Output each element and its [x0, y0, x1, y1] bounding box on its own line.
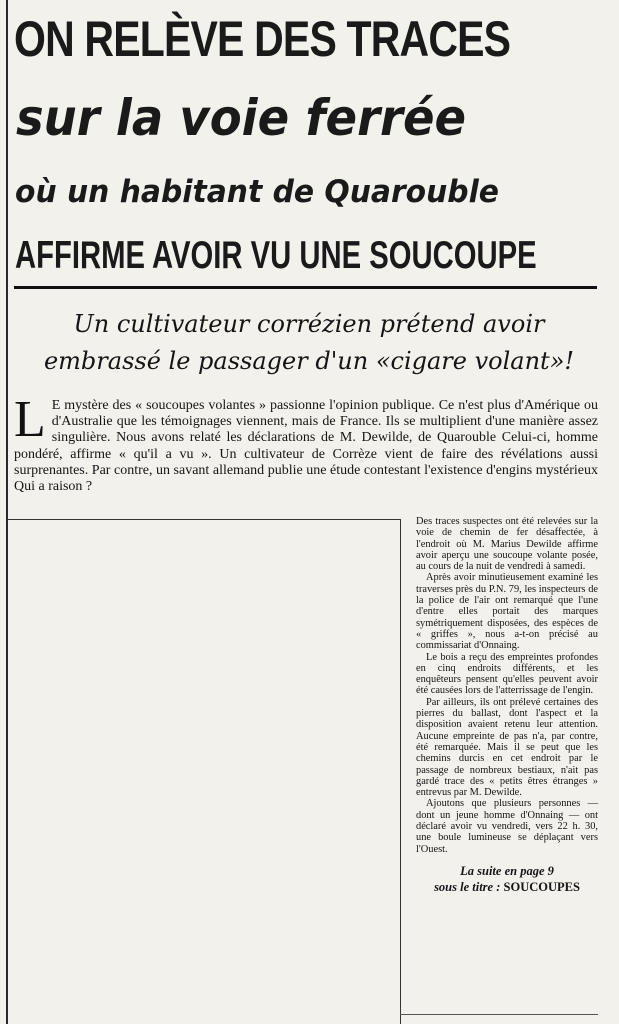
- section-divider: [8, 519, 400, 520]
- subheadline-line-2: embrassé le passager d'un «cigare volant»!: [43, 347, 575, 375]
- column-rule: [400, 519, 401, 1024]
- continuation-title: SOUCOUPES: [503, 879, 580, 894]
- subheadline: [20, 306, 598, 380]
- headline-line-1: ON RELÈVE DES TRACES: [14, 11, 511, 67]
- headline-line-2: sur la voie ferrée: [16, 89, 467, 147]
- column-paragraph-1: Des traces suspectes ont été relevées sur la voie de chemin de fer désaffectée, à l'endroit où M. Marius Dewilde affirme avoir aperçu une soucoupe volante posée, au cours de la nuit de vendredi à samedi.: [416, 516, 598, 573]
- column-paragraph-3: Le bois a reçu des empreintes profondes en cinq endroits différents, et les enquêteurs pensent qu'elles peuvent avoir été causées lors de l'atterrissage de l'engin.: [416, 651, 598, 697]
- continuation-note: [416, 863, 598, 895]
- left-column-rule: [6, 0, 8, 1024]
- continuation-page: La suite en page 9: [460, 863, 554, 878]
- column-paragraph-4: Par ailleurs, ils ont prélevé certaines des pierres du ballast, dont l'aspect et la disposition avaient retenu leur attention. Aucune empreinte de pas n'a, par contre, été remarquée. Mais il se peut que les chemins durcis en cet endroit par le passage de nombreux bestiaux, n'ait pas gardé trace des « petits êtres étranges » entrevus par M. Dewilde.: [416, 696, 598, 799]
- lead-text: E mystère des « soucoupes volantes » passionne l'opinion publique. Ce n'est plus d'Amérique ou d'Australie que les témoignages viennent, mais de France. Ils se multiplient d'une manière assez singulière. Nous avons relaté les déclarations de M. Dewilde, de Quarouble Celui-ci, homme pondéré, affirme « qu'il a vu ». Un cultivateur de Corrèze vient de faire des révélations aussi surprenantes. Par contre, un savant allemand publie une étude contestant l'existence d'engins mystérieux Qui a raison ?: [14, 398, 598, 495]
- headline-line-4: AFFIRME AVOIR VU UNE SOUCOUPE: [15, 234, 537, 277]
- drop-cap: L: [14, 391, 46, 448]
- column-paragraph-2: Après avoir minutieusement examiné les traverses près du P.N. 79, les inspecteurs de la police de l'air ont remarqué que l'une d'entre elles portait des marques symétriquement disposées, des espèces de « griffes », nous a-t-on précisé au commissariat d'Onnaing.: [416, 572, 598, 652]
- column-paragraph-5: Ajoutons que plusieurs personnes — dont un jeune homme d'Onnaing — ont déclaré avoir vu vendredi, vers 22 h. 30, une boule lumineuse se déplaçant vers l'Ouest.: [416, 798, 598, 855]
- continuation-title-prefix: sous le titre :: [434, 879, 501, 894]
- headline-line-3: où un habitant de Quarouble: [15, 174, 500, 210]
- article-column: [416, 516, 598, 895]
- subheadline-line-1: Un cultivateur corrézien prétend avoir: [73, 310, 545, 338]
- column-bottom-rule: [400, 1014, 598, 1015]
- lead-paragraph: [14, 391, 598, 495]
- headline-rule: [14, 286, 597, 289]
